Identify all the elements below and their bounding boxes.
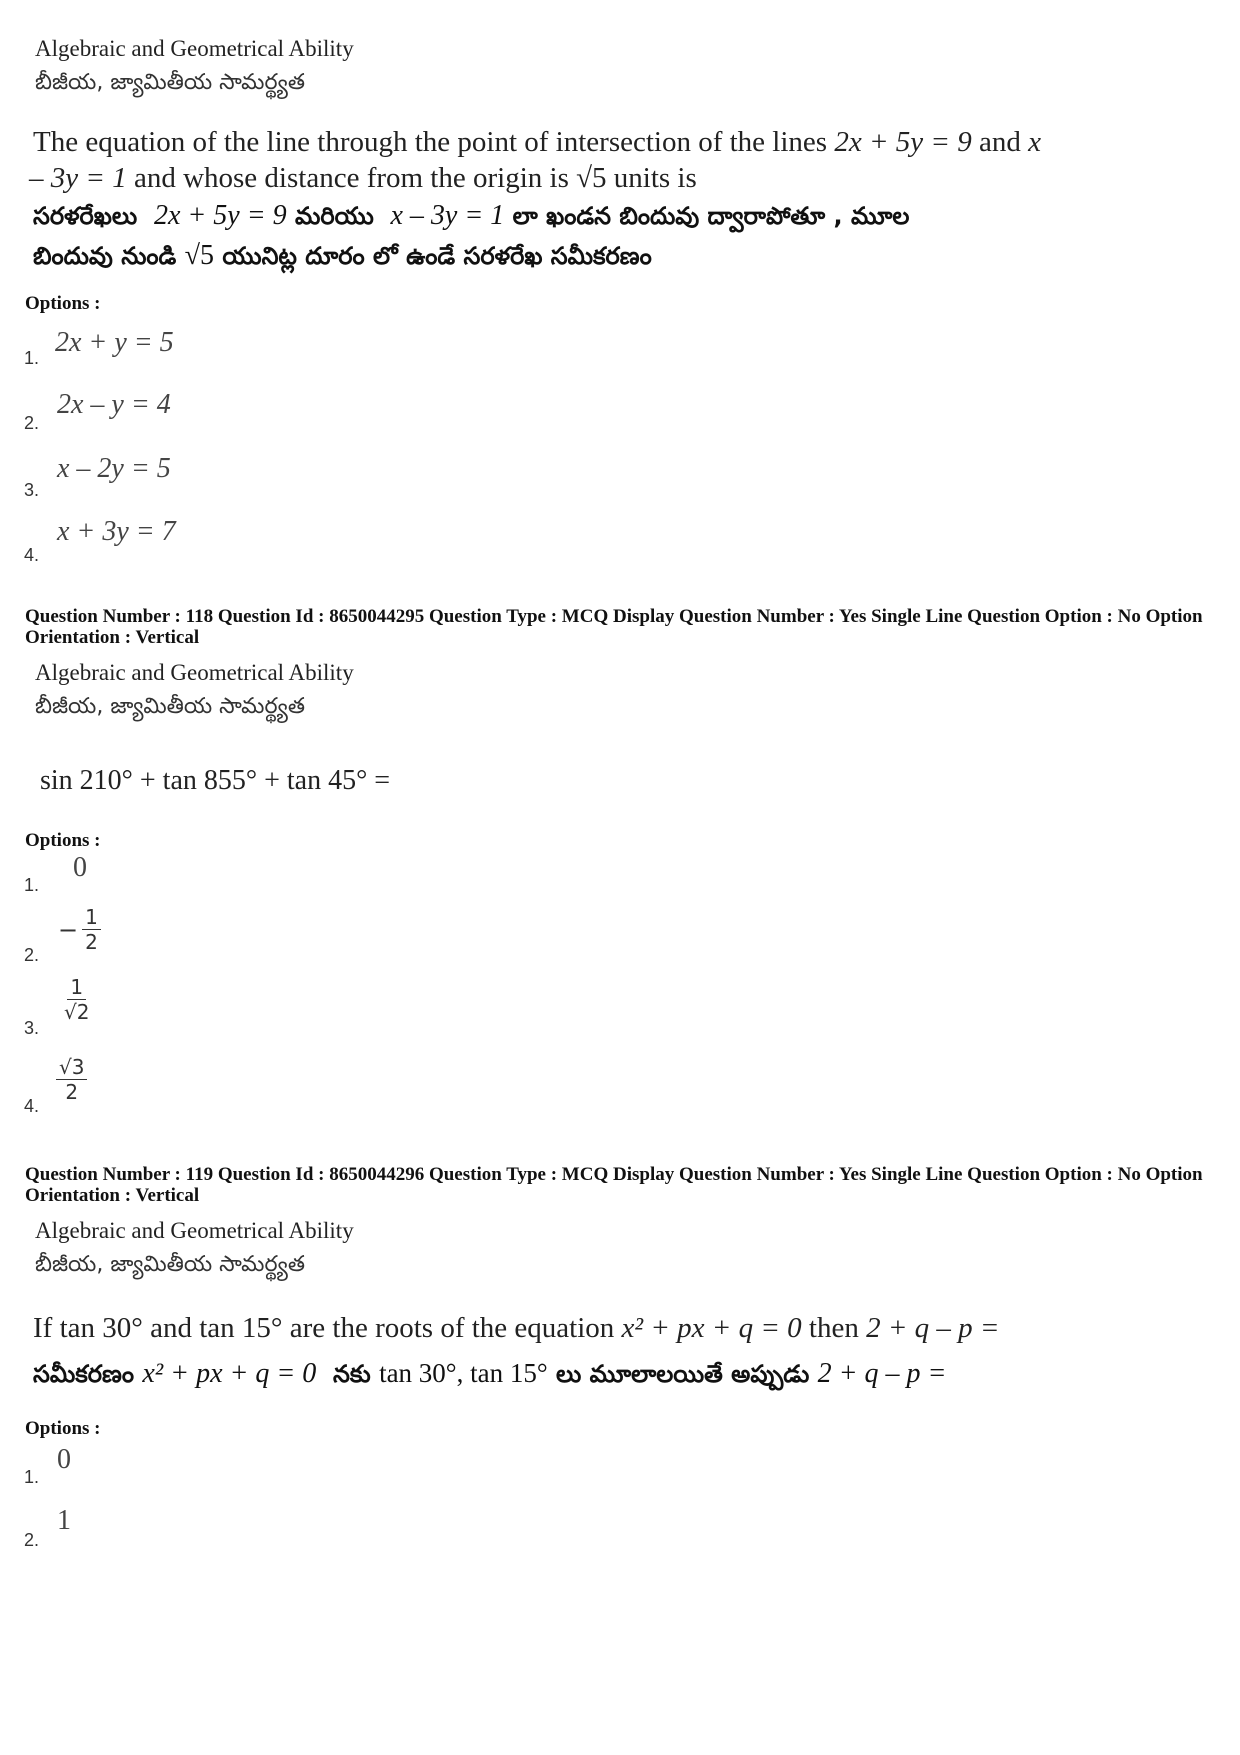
numerator: 1 [67, 975, 86, 1000]
q118-option-4-number: 4. [24, 1096, 40, 1116]
q117-and: and [978, 126, 1021, 158]
q117-sqrt5: √5 [576, 162, 607, 194]
q117-text-a: The equation of the line through the point of intersection of the lines [33, 126, 828, 158]
q117-te-d: బిందువు నుండి [33, 242, 177, 270]
question-117-telugu-line1 [33, 200, 909, 236]
q117-equation-2: – 3y = 1 [29, 162, 127, 194]
q118-option-3-number: 3. [24, 1018, 40, 1038]
options-label: Options : [25, 1418, 101, 1439]
q118-option-3[interactable] [61, 975, 92, 1024]
q119-equation: x² + px + q = 0 [621, 1312, 802, 1344]
subject-title-telugu: బీజీయ, జ్యామితీయ సామర్థ్యత [35, 694, 305, 719]
q119-te-equation: x² + px + q = 0 [142, 1358, 317, 1389]
q117-option-4-number: 4. [24, 545, 40, 565]
q117-option-4[interactable]: x + 3y = 7 [57, 516, 176, 547]
q119-option-2-number: 2. [24, 1530, 40, 1550]
q119-option-1-number: 1. [24, 1467, 40, 1487]
denominator: √2 [64, 1000, 90, 1024]
options-label: Options : [25, 830, 101, 851]
subject-title: Algebraic and Geometrical Ability [35, 660, 354, 685]
subject-title-telugu: బీజీయ, జ్యామితీయ సామర్థ్యత [35, 1252, 305, 1277]
q119-option-2[interactable]: 1 [57, 1505, 71, 1536]
q117-option-2-number: 2. [24, 413, 40, 433]
q119-text-b: then [808, 1312, 859, 1344]
options-label: Options : [25, 293, 101, 314]
q117-te-equation-2: x – 3y = 1 [390, 200, 505, 231]
question-117-text-line2 [29, 162, 697, 195]
q118-option-1-number: 1. [24, 875, 40, 895]
question-117-telugu-line2 [33, 240, 652, 276]
question-119-telugu [33, 1358, 946, 1394]
q117-equation-1: 2x + 5y = 9 [834, 126, 972, 158]
q117-option-1-number: 1. [24, 348, 40, 368]
question-118-meta: Question Number : 118 Question Id : 8650044295 Question Type : MCQ Display Question Number : Yes Single Line Question Option : No Option Orientation : Vertical [25, 606, 1203, 648]
q117-te-e: యునిట్ల దూరం లో ఉండే సరళరేఖ సమీకరణం [222, 242, 652, 270]
q119-text-a: If tan 30° and tan 15° are the roots of the equation [33, 1312, 615, 1344]
q117-te-c: లా ఖండన బిందువు ద్వారాపోతూ , మూల [512, 202, 910, 230]
q119-option-1[interactable]: 0 [57, 1444, 71, 1475]
q117-option-3[interactable]: x – 2y = 5 [57, 453, 171, 484]
q119-te-b: నకు [333, 1360, 371, 1388]
q118-option-3-fraction [61, 975, 92, 1024]
q117-te-equation-1: 2x + 5y = 9 [153, 200, 287, 231]
q119-te-roots: tan 30°, tan 15° [379, 1358, 548, 1388]
minus-sign: − [58, 915, 79, 944]
question-119-text [33, 1312, 1000, 1345]
q117-option-2[interactable]: 2x – y = 4 [57, 389, 171, 420]
numerator: 1 [82, 905, 101, 930]
denominator: 2 [85, 930, 98, 954]
q119-te-a: సమీకరణం [33, 1360, 134, 1388]
q118-option-2-sign [58, 915, 79, 944]
q117-option-1[interactable]: 2x + y = 5 [55, 327, 174, 358]
q118-option-2[interactable] [58, 905, 101, 954]
q117-te-sqrt5: √5 [184, 240, 215, 271]
q119-te-d: లు మూలాలయితే అప్పుడు [556, 1360, 810, 1388]
q117-te-b: మరియు [294, 202, 374, 230]
question-117-text-line1 [33, 126, 1041, 159]
q118-option-2-number: 2. [24, 945, 40, 965]
q118-option-1[interactable]: 0 [73, 852, 87, 883]
q117-option-3-number: 3. [24, 480, 40, 500]
q119-te-expression: 2 + q – p = [817, 1358, 947, 1389]
numerator: √3 [56, 1055, 87, 1080]
subject-title-telugu: బీజీయ, జ్యామితీయ సామర్థ్యత [35, 70, 305, 95]
q117-x: x [1028, 126, 1041, 158]
q117-text-b: and whose distance from the origin is [133, 162, 569, 194]
q119-expression: 2 + q – p = [866, 1312, 1000, 1344]
question-118-expression: sin 210° + tan 855° + tan 45° = [40, 765, 391, 796]
subject-title: Algebraic and Geometrical Ability [35, 36, 354, 61]
question-119-meta: Question Number : 119 Question Id : 8650044296 Question Type : MCQ Display Question Number : Yes Single Line Question Option : No Option Orientation : Vertical [25, 1164, 1203, 1206]
q117-text-c: units is [613, 162, 697, 194]
q117-te-a: సరళరేఖలు [33, 202, 138, 230]
q118-option-4-fraction [56, 1055, 87, 1104]
denominator: 2 [65, 1080, 79, 1104]
subject-title: Algebraic and Geometrical Ability [35, 1218, 354, 1243]
q118-option-4[interactable] [56, 1055, 87, 1104]
q118-option-2-fraction [82, 905, 101, 954]
